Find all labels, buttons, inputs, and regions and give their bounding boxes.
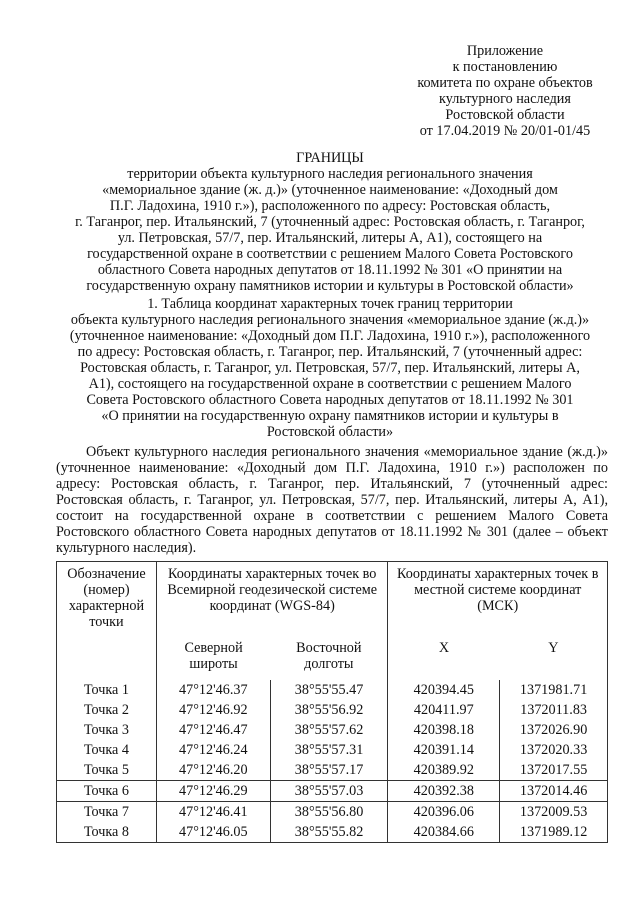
table-row [57,720,608,740]
lon-cell: 38°55'57.62 [270,720,388,740]
point-cell: Точка 7 [57,802,157,823]
lon-cell: 38°55'55.82 [270,822,388,843]
table-title-line: (уточненное наименование: «Доходный дом П.Г. Ладохина, 1910 г.»), расположенного [69,328,591,344]
table-title-line: 1. Таблица координат характерных точек границ территории [147,296,513,312]
annex-line: от 17.04.2019 № 20/01-01/45 [419,123,591,139]
point-cell: Точка 1 [57,680,157,700]
body-paragraph: Объект культурного наследия регионального значения «мемориальное здание (ж.д.)» (уточненное наименование: «Доходный дом П.Г. Ладохина, 1910 г.») расположен по адресу: Ростовская область, г. Таганрог, пер. Итальянский, 7 (уточненный адрес: Ростовская область, г. Таганрог, ул. Петровская, 57/7, пер. Итальянский, литеры А, А1), состоит на государственной охране в соответствии с решением Малого Совета Ростовского областного Совета народных депутатов от 18.11.1992 № 301 (далее – объект культурного наследия). [56,444,608,556]
point-cell: Точка 4 [57,740,157,760]
coordinates-table [56,561,608,843]
point-cell: Точка 8 [57,822,157,843]
table-row [57,802,608,823]
point-cell: Точка 6 [57,781,157,802]
point-cell: Точка 5 [57,760,157,781]
table-row [57,680,608,700]
x-cell: 420394.45 [388,680,500,700]
y-cell: 1371981.71 [500,680,608,700]
heading-line: «мемориальное здание (ж. д.)» (уточненное наименование: «Доходный дом [102,182,558,198]
x-cell: 420391.14 [388,740,500,760]
heading-line: П.Г. Ладохина, 1910 г.»), расположенного по адресу: Ростовская область, [109,198,551,214]
annex-line: Приложение [466,43,544,59]
table-row [57,781,608,802]
x-cell: 420396.06 [388,802,500,823]
y-cell: 1372026.90 [500,720,608,740]
lat-header: Северной широты [156,634,270,680]
y-cell: 1371989.12 [500,822,608,843]
table-title-line: А1), состоящего на государственной охране в соответствии с решением Малого [88,376,572,392]
x-cell: 420389.92 [388,760,500,781]
annex-line: Ростовской области [445,107,565,123]
x-cell: 420392.38 [388,781,500,802]
lon-cell: 38°55'57.17 [270,760,388,781]
heading-line: государственной охране в соответствии с решением Малого Совета Ростовского [87,246,573,262]
table-row [57,700,608,720]
annex-line: к постановлению [452,59,558,75]
lat-cell: 47°12'46.20 [156,760,270,781]
heading-line: территории объекта культурного наследия регионального значения [127,166,533,182]
lat-cell: 47°12'46.92 [156,700,270,720]
lon-cell: 38°55'55.47 [270,680,388,700]
table-title-line: «О принятии на государственную охрану памятников истории и культуры в [101,408,559,424]
x-cell: 420398.18 [388,720,500,740]
lat-cell: 47°12'46.24 [156,740,270,760]
point-cell: Точка 2 [57,700,157,720]
wgs-header: Координаты характерных точек во Всемирной геодезической системе координат (WGS-84) [156,562,388,635]
table-title [52,296,608,440]
point-id-header: Обозначение (номер) характерной точки [57,562,157,681]
document-heading [40,150,620,294]
lat-cell: 47°12'46.05 [156,822,270,843]
table-title-line: Ростовская область, г. Таганрог, ул. Петровская, 57/7, пер. Итальянский, литеры А, [80,360,580,376]
y-cell: 1372009.53 [500,802,608,823]
lat-cell: 47°12'46.29 [156,781,270,802]
msk-header: Координаты характерных точек в местной системе координат (МСК) [388,562,608,635]
x-cell: 420384.66 [388,822,500,843]
table-title-line: Ростовской области» [266,424,394,440]
annex-block [390,43,620,139]
point-cell: Точка 3 [57,720,157,740]
table-title-line: по адресу: Ростовская область, г. Таганрог, пер. Итальянский, 7 (уточненный адрес: [77,344,583,360]
lon-header: Восточной долготы [296,640,362,672]
y-cell: 1372011.83 [500,700,608,720]
table-title-line: объекта культурного наследия регионального значения «мемориальное здание (ж.д.)» [70,312,590,328]
table-row [57,740,608,760]
annex-line: культурного наследия [439,91,571,107]
y-cell: 1372014.46 [500,781,608,802]
lon-cell: 38°55'57.03 [270,781,388,802]
lat-cell: 47°12'46.37 [156,680,270,700]
lat-cell: 47°12'46.47 [156,720,270,740]
x-cell: 420411.97 [388,700,500,720]
annex-line: комитета по охране объектов [417,75,593,91]
lat-cell: 47°12'46.41 [156,802,270,823]
table-row [57,760,608,781]
table-row [57,822,608,843]
heading-word: ГРАНИЦЫ [296,150,364,166]
y-cell: 1372017.55 [500,760,608,781]
lon-cell: 38°55'57.31 [270,740,388,760]
y-header: Y [500,634,608,680]
heading-line: ул. Петровская, 57/7, пер. Итальянский, литеры А, А1), состоящего на [117,230,543,246]
table-header-row [57,562,608,635]
lon-cell: 38°55'56.80 [270,802,388,823]
y-cell: 1372020.33 [500,740,608,760]
table-title-line: Совета Ростовского областного Совета народных депутатов от 18.11.1992 № 301 [86,392,574,408]
heading-line: областного Совета народных депутатов от 18.11.1992 № 301 «О принятии на [97,262,563,278]
x-header: X [388,634,500,680]
lon-cell: 38°55'56.92 [270,700,388,720]
heading-line: г. Таганрог, пер. Итальянский, 7 (уточненный адрес: Ростовская область, г. Таганрог, [75,214,585,230]
heading-line: государственную охрану памятников истории и культуры в Ростовской области» [86,278,574,294]
